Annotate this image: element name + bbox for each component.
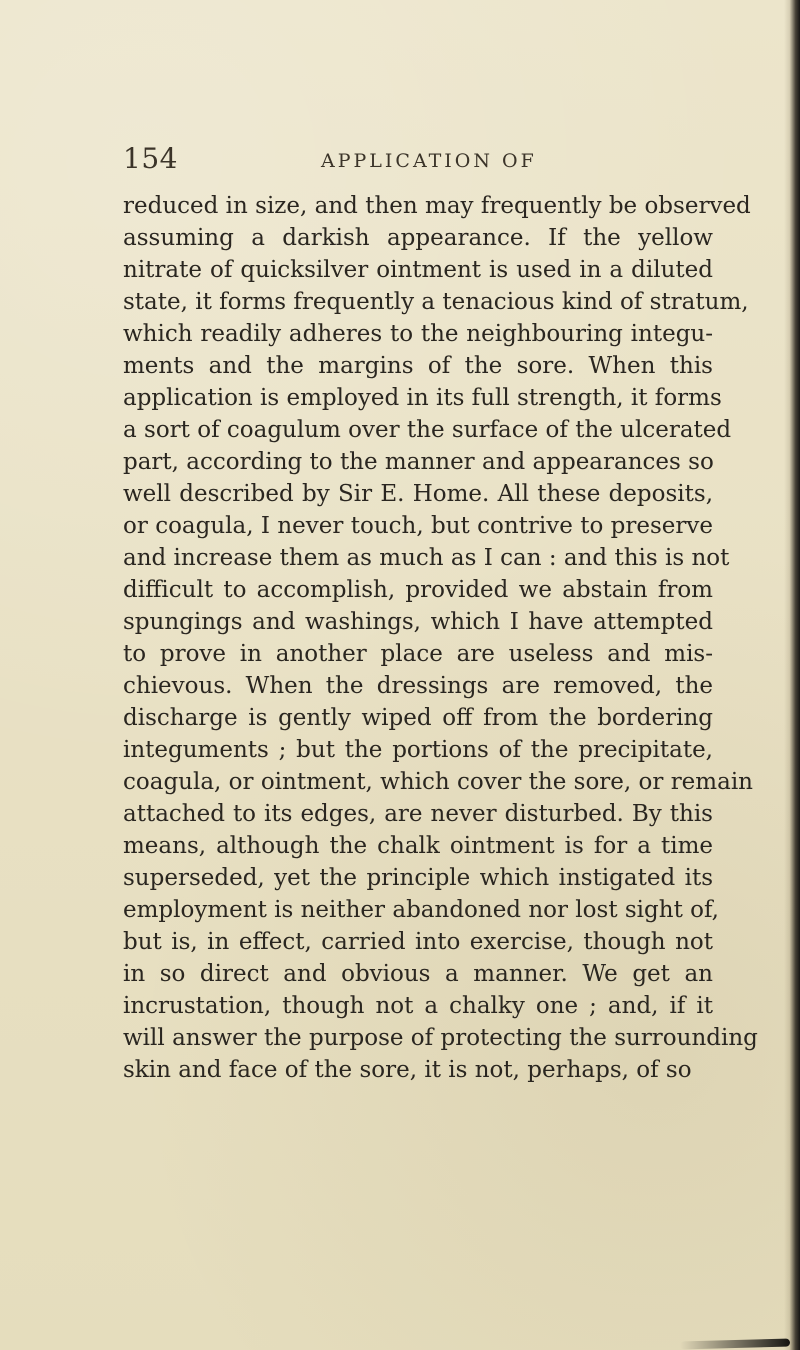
page-header bbox=[123, 142, 708, 180]
text-line-20: attached to its edges, are never disturbed. By this bbox=[123, 801, 713, 827]
text-line-16: chievous. When the dressings are removed, the bbox=[123, 673, 713, 699]
text-line-24: but is, in effect, carried into exercise, though not bbox=[123, 929, 713, 955]
text-line-21: means, although the chalk ointment is for a time bbox=[123, 833, 713, 859]
text-line-19: coagula, or ointment, which cover the sore, or remain bbox=[123, 769, 753, 795]
text-line-26: incrustation, though not a chalky one ; and, if it bbox=[123, 993, 713, 1019]
text-line-6: ments and the margins of the sore. When this bbox=[123, 353, 713, 379]
text-line-25: in so direct and obvious a manner. We get an bbox=[123, 961, 713, 987]
body-text bbox=[123, 190, 758, 1086]
page-bottom-shadow bbox=[680, 1339, 790, 1350]
text-line-1: reduced in size, and then may frequently be observed bbox=[123, 193, 751, 219]
text-line-8: a sort of coagulum over the surface of the ulcerated bbox=[123, 417, 732, 443]
text-line-7: application is employed in its full strength, it forms bbox=[123, 385, 722, 411]
text-line-2: assuming a darkish appearance. If the yellow bbox=[123, 225, 713, 251]
text-line-17: discharge is gently wiped off from the bordering bbox=[123, 705, 713, 731]
text-line-18: integuments ; but the portions of the precipitate, bbox=[123, 737, 713, 763]
running-head: APPLICATION OF bbox=[321, 150, 537, 172]
text-line-4: state, it forms frequently a tenacious kind of stratum, bbox=[123, 289, 749, 315]
text-line-10: well described by Sir E. Home. All these deposits, bbox=[123, 481, 713, 507]
text-line-14: spungings and washings, which I have attempted bbox=[123, 609, 713, 635]
text-line-3: nitrate of quicksilver ointment is used in a diluted bbox=[123, 257, 713, 283]
text-line-27: will answer the purpose of protecting the surrounding bbox=[123, 1025, 758, 1051]
page-gutter-shadow bbox=[784, 0, 800, 1350]
text-line-23: employment is neither abandoned nor lost sight of, bbox=[123, 897, 719, 923]
text-line-12: and increase them as much as I can : and this is not bbox=[123, 545, 730, 571]
text-line-15: to prove in another place are useless and mis- bbox=[123, 641, 713, 667]
text-line-5: which readily adheres to the neighbouring integu- bbox=[123, 321, 713, 347]
text-line-11: or coagula, I never touch, but contrive to preserve bbox=[123, 513, 713, 539]
text-line-9: part, according to the manner and appearances so bbox=[123, 449, 714, 475]
page-number: 154 bbox=[123, 142, 178, 175]
text-line-13: difficult to accomplish, provided we abstain from bbox=[123, 577, 713, 603]
text-line-28: skin and face of the sore, it is not, perhaps, of so bbox=[123, 1057, 692, 1083]
text-line-22: superseded, yet the principle which instigated its bbox=[123, 865, 713, 891]
